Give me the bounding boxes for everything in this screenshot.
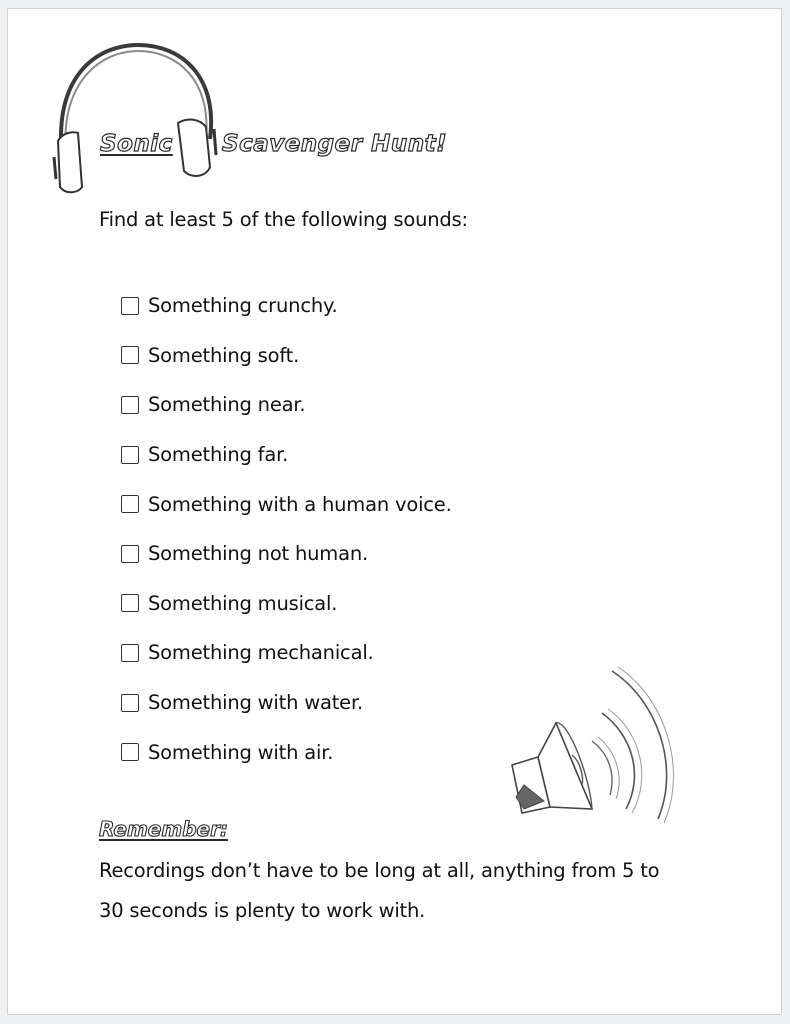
worksheet-page (7, 8, 782, 1015)
checklist-item-label: Something crunchy. (148, 294, 338, 318)
checklist-item[interactable] (121, 331, 452, 381)
checkbox[interactable] (121, 594, 139, 612)
checklist-item-label: Something with air. (148, 740, 334, 764)
checkbox[interactable] (121, 545, 139, 563)
checklist-item-label: Something mechanical. (148, 641, 374, 665)
checklist-item[interactable] (121, 430, 452, 480)
checklist-item[interactable] (121, 628, 452, 678)
checkbox[interactable] (121, 694, 139, 712)
checklist-item-label: Something far. (148, 443, 289, 467)
checklist-item[interactable] (121, 281, 452, 331)
checklist-item-label: Something soft. (148, 343, 300, 367)
checklist-item-label: Something with water. (148, 691, 363, 715)
checkbox[interactable] (121, 644, 139, 662)
checkbox[interactable] (121, 297, 139, 315)
checklist-item-label: Something not human. (148, 542, 369, 566)
title-sonic: Sonic (100, 131, 173, 157)
checklist-item-label: Something with a human voice. (148, 492, 452, 516)
headphones-icon (48, 37, 228, 202)
checkbox[interactable] (121, 446, 139, 464)
speaker-icon (498, 657, 680, 827)
checklist-item[interactable] (121, 529, 452, 579)
checklist-item-label: Something near. (148, 393, 306, 417)
sound-checklist (121, 281, 452, 777)
checkbox[interactable] (121, 495, 139, 513)
checklist-item[interactable] (121, 678, 452, 728)
checkbox[interactable] (121, 396, 139, 414)
remember-heading: Remember: (99, 817, 228, 841)
checklist-item[interactable] (121, 479, 452, 529)
checkbox[interactable] (121, 743, 139, 761)
checklist-item[interactable] (121, 579, 452, 629)
checkbox[interactable] (121, 346, 139, 364)
title-scavenger-hunt: Scavenger Hunt! (222, 131, 448, 157)
intro-text: Find at least 5 of the following sounds: (99, 208, 468, 231)
checklist-item-label: Something musical. (148, 591, 338, 615)
checklist-item[interactable] (121, 380, 452, 430)
remember-text: Recordings don’t have to be long at all, anything from 5 to 30 seconds is plenty to work with. (99, 859, 660, 922)
checklist-item[interactable] (121, 727, 452, 777)
